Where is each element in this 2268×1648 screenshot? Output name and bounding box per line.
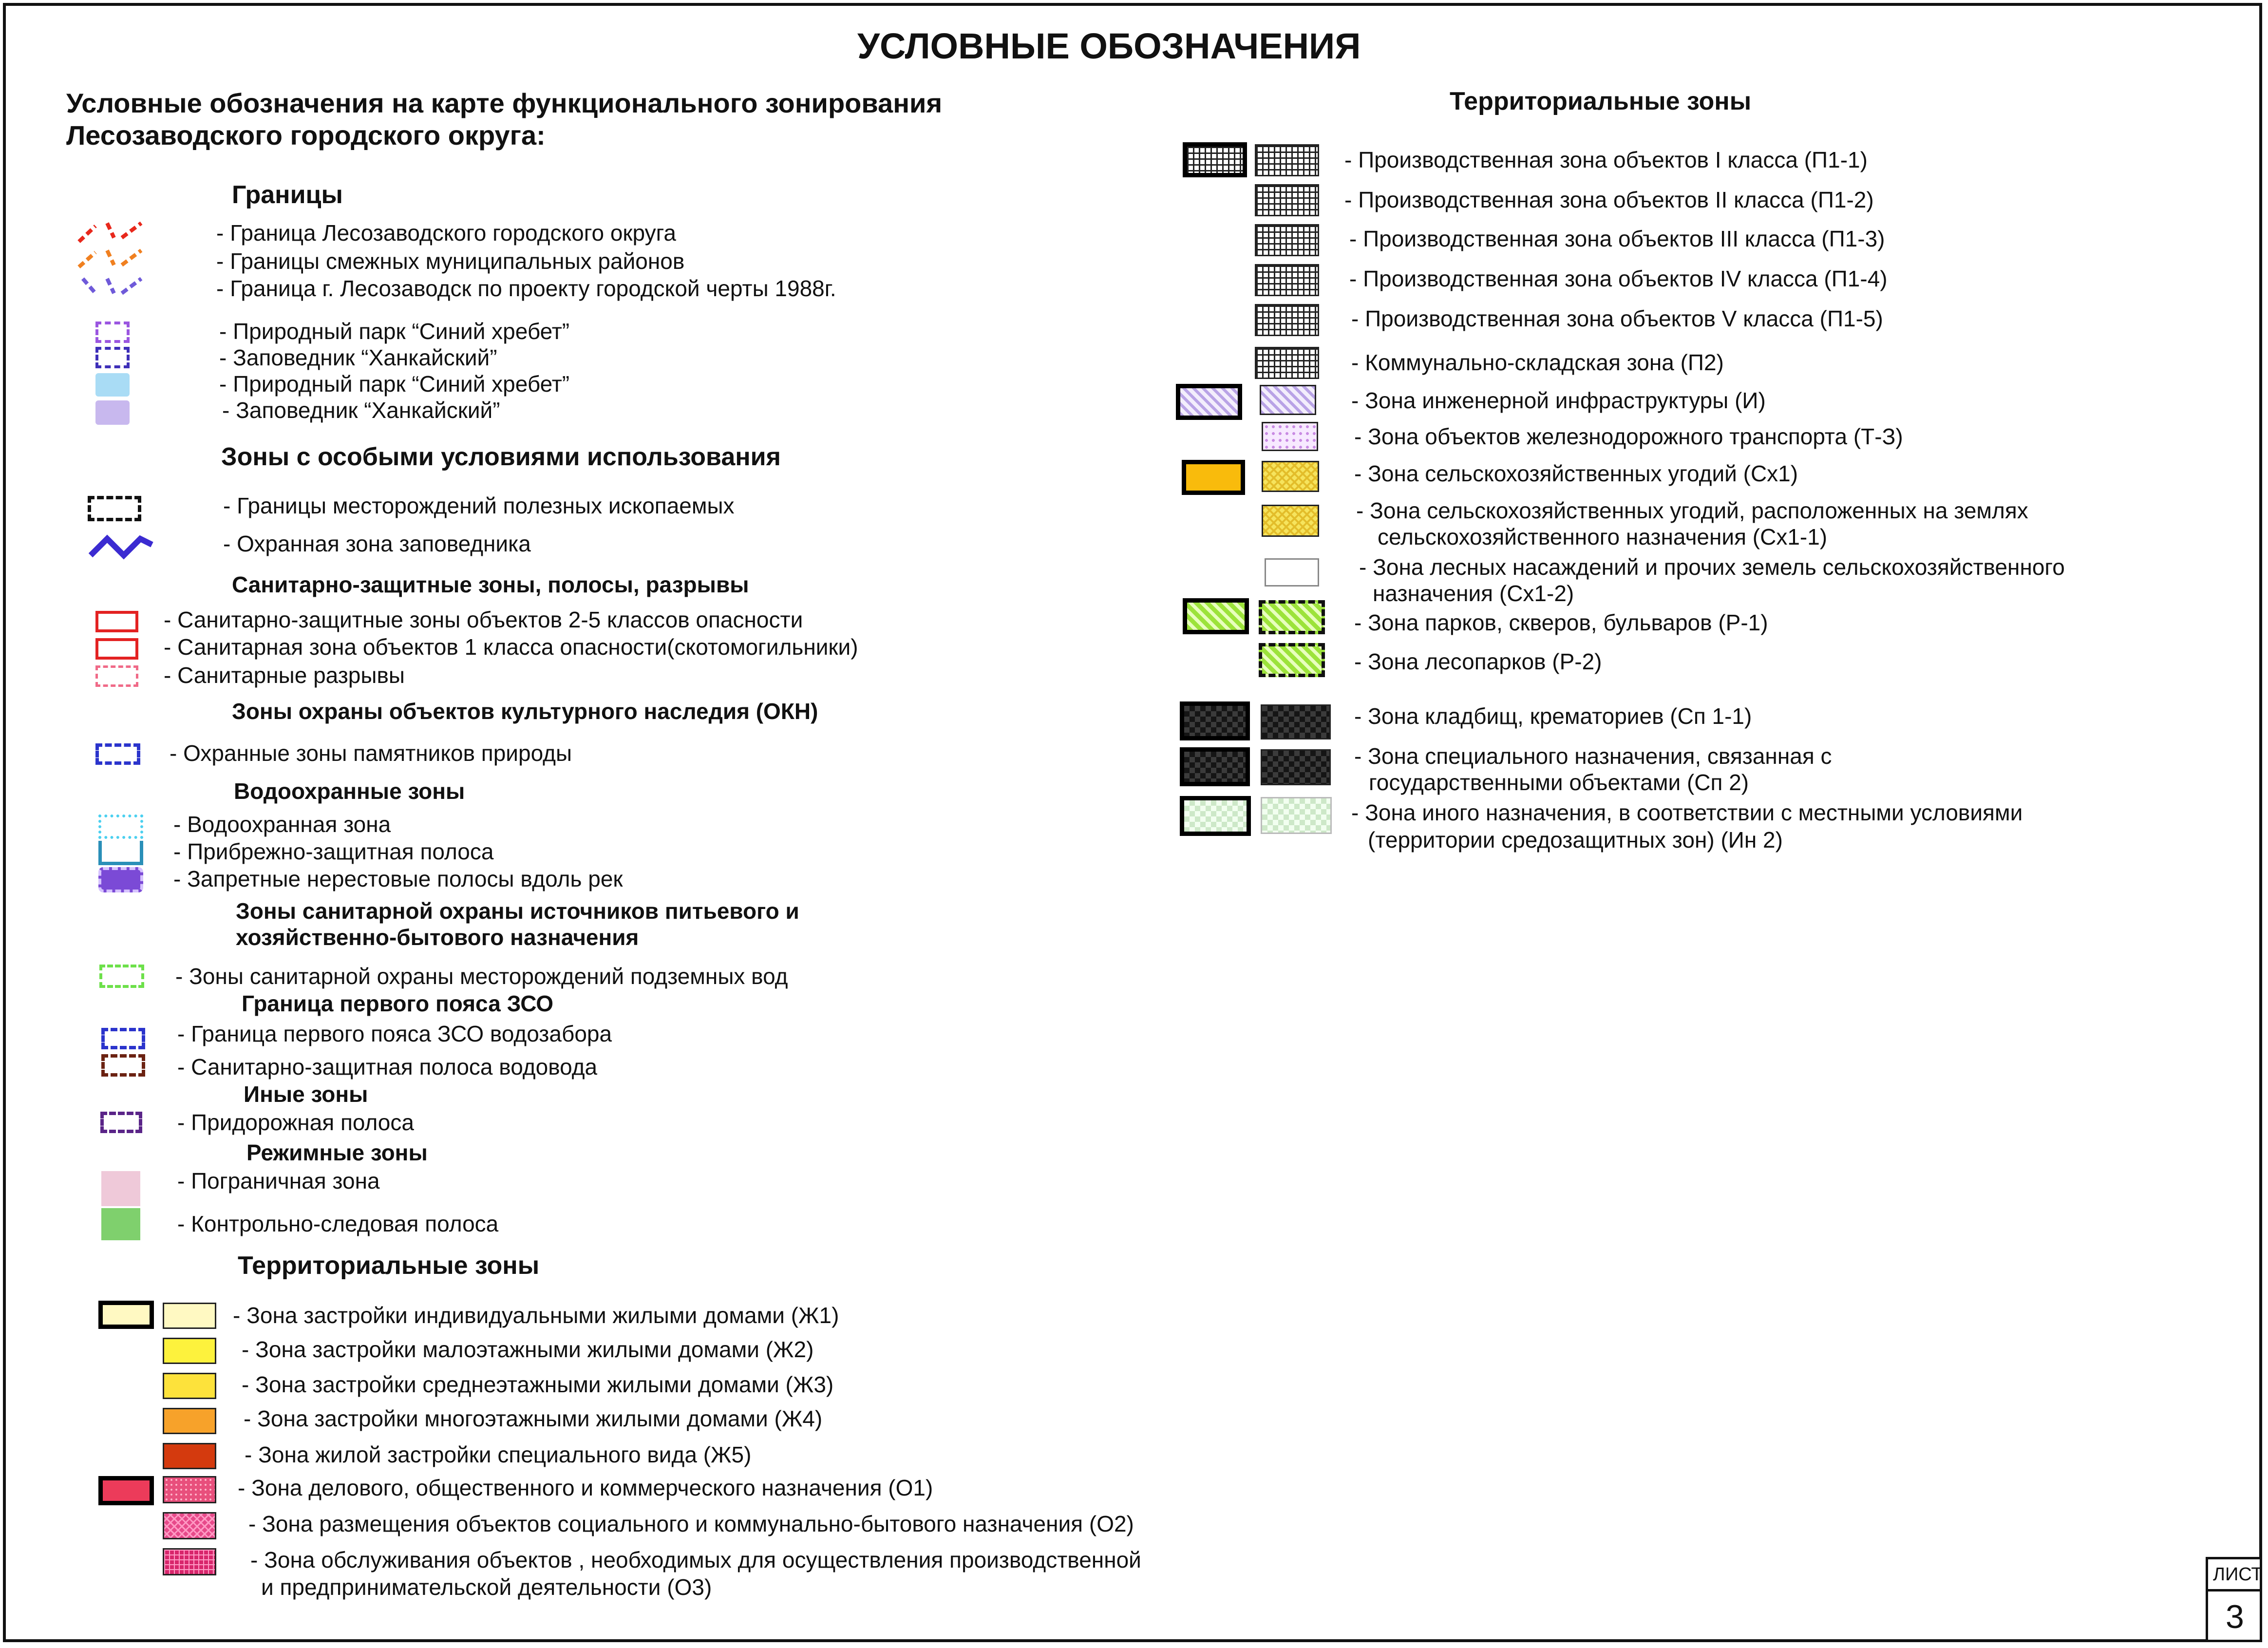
territorial-left-item-4: - Зона застройки многоэтажными жилыми домами (Ж4) [244,1406,823,1431]
other-item-1: - Придорожная полоса [177,1110,414,1135]
o1-outline-swatch [98,1476,154,1505]
p1-1-swatch [1255,144,1319,176]
territorial-right-item-1: - Производственная зона объектов I класса (П1-1) [1344,147,1868,172]
territorial-right-item-8: - Зона объектов железнодорожного транспорта (Т-З) [1354,424,1903,449]
okn-item-1: - Охранные зоны памятников природы [170,740,572,766]
zh1-outline-swatch [98,1301,154,1329]
territorial-right-item-14: - Зона парков, скверов, бульваров (Р-1) [1354,610,1768,635]
territorial-right-item-12: - Зона лесных насаждений и прочих земель сельскохозяйственного [1359,554,2065,580]
sx1-outline-swatch [1182,460,1245,495]
territorial-right-item-2: - Производственная зона объектов II класса (П1-2) [1344,187,1874,212]
territorial-left-item-7: - Зона размещения объектов социального и коммунально-бытового назначения (О2) [248,1511,1134,1536]
p1-5-swatch [1255,304,1319,336]
borders-heading: Границы [232,181,343,209]
subtitle-line-2: Лесозаводского городского округа: [66,120,546,151]
p2-swatch [1255,347,1319,379]
zso-heading: Граница первого пояса ЗСО [242,991,554,1016]
water-item-3: - Запретные нерестовые полосы вдоль рек [173,866,623,891]
sp1-1-swatch [1261,704,1331,739]
i-outline-swatch [1176,384,1242,420]
spawning-strip-icon [98,867,143,892]
zso-item-1: - Граница первого пояса ЗСО водозабора [177,1021,612,1046]
p1-1-outline-swatch [1183,142,1247,177]
drinking-item-1: - Зоны санитарной охраны месторождений подземных вод [175,964,788,989]
o1-swatch [163,1476,216,1503]
territorial-left-item-8: - Зона обслуживания объектов , необходимых для осуществления производственной [250,1547,1141,1572]
territorial-right-item-19: - Зона иного назначения, в соответствии с местными условиями [1351,800,2023,825]
p1-2-swatch [1255,184,1319,216]
sanitary-item-3: - Санитарные разрывы [164,663,405,688]
i-swatch [1260,385,1316,415]
special-zones-item-2: - Охранная зона заповедника [223,531,531,556]
reserve-area-icon [95,400,130,425]
reserve-icon [95,347,130,368]
water-protection-icon [98,815,143,839]
territorial-right-item-9: - Зона сельскохозяйственных угодий (Сх1) [1354,461,1798,486]
territorial-left-item-6: - Зона делового, общественного и коммерческого назначения (О1) [238,1475,933,1500]
sanitary-item-2: - Санитарная зона объектов 1 класса опасности(скотомогильники) [164,634,858,660]
zh3-swatch [163,1373,216,1399]
p1-4-swatch [1255,264,1319,296]
sp1-1-outline-swatch [1180,701,1250,740]
territorial-right-item-7: - Зона инженерной инфраструктуры (И) [1351,388,1766,413]
territorial-right-heading: Территориальные зоны [1450,87,1752,115]
sanitary-zone-icon [95,611,138,632]
territorial-right-item-17: - Зона специального назначения, связанная с [1354,743,1832,769]
territorial-left-item-2: - Зона застройки малоэтажными жилыми домами (Ж2) [242,1337,814,1362]
sheet-label: ЛИСТ [2213,1564,2263,1585]
zso-item-2: - Санитарно-защитная полоса водовода [177,1054,598,1080]
regime-heading: Режимные зоны [246,1140,428,1165]
territorial-right-item-16: - Зона кладбищ, крематориев (Сп 1-1) [1354,703,1752,729]
sheet-number-box [2206,1589,2262,1642]
district-border-icon [79,223,141,242]
sheet-number: 3 [2226,1598,2244,1635]
in2-swatch [1261,797,1332,834]
reserve-protection-icon [88,531,156,565]
territorial-right-item-4: - Производственная зона объектов IV класса (П1-4) [1349,266,1888,291]
water-item-2: - Прибрежно-защитная полоса [173,839,494,864]
territorial-left-item-5: - Зона жилой застройки специального вида (Ж5) [245,1442,752,1467]
territorial-right-item-11: сельскохозяйственного назначения (Сх1-1) [1378,524,1828,549]
roadside-strip-icon [100,1112,142,1133]
in2-outline-swatch [1180,796,1251,836]
zso-pipeline-icon [101,1054,145,1077]
sx1-1-swatch [1262,505,1319,537]
territorial-right-item-18: государственными объектами (Сп 2) [1369,770,1749,795]
sp2-outline-swatch [1180,747,1250,786]
territorial-right-item-20: (территории средозащитных зон) (Ин 2) [1368,827,1783,852]
sanitary-gap-icon [95,665,138,687]
special-zones-heading: Зоны с особыми условиями использования [221,443,781,471]
sx1-2-swatch [1265,558,1319,587]
sx1-swatch [1262,461,1319,492]
territorial-left-item-3: - Зона застройки среднеэтажными жилыми домами (Ж3) [242,1372,834,1397]
r1-swatch [1259,600,1325,634]
nature-monument-icon [95,743,140,765]
territorial-right-item-3: - Производственная зона объектов III класса (П1-3) [1349,226,1885,251]
okn-heading: Зоны охраны объектов культурного наследия (ОКН) [232,699,818,724]
r1-outline-swatch [1183,598,1249,634]
subtitle-line-1: Условные обозначения на карте функционального зонирования [66,88,943,118]
parks-item-1: - Природный парк “Синий хребет” [219,319,570,344]
borders-item-1: - Граница Лесозаводского городского округа [216,220,676,246]
special-zones-item-1: - Границы месторождений полезных ископаемых [223,493,735,518]
city-border-icon [83,279,141,293]
drinking-heading-line-2: хозяйственно-бытового назначения [236,925,639,950]
adjacent-border-icon [79,250,141,267]
sanitary-heading: Санитарно-защитные зоны, полосы, разрывы [232,572,749,597]
sp2-swatch [1261,749,1331,785]
borders-item-2: - Границы смежных муниципальных районов [216,248,685,274]
park-icon [95,322,130,343]
zh5-swatch [163,1443,216,1469]
territorial-right-item-15: - Зона лесопарков (Р-2) [1354,649,1602,674]
territorial-right-item-13: назначения (Сх1-2) [1373,581,1574,606]
parks-item-3: - Природный парк “Синий хребет” [219,371,570,397]
p1-3-swatch [1255,224,1319,256]
coastal-strip-icon [98,841,143,865]
territorial-right-item-10: - Зона сельскохозяйственных угодий, расположенных на землях [1356,498,2028,523]
borders-item-3: - Граница г. Лесозаводск по проекту городской черты 1988г. [216,276,836,301]
territorial-right-item-5: - Производственная зона объектов V класса (П1-5) [1351,306,1883,331]
other-heading: Иные зоны [244,1081,368,1107]
territorial-left-item-1: - Зона застройки индивидуальными жилыми домами (Ж1) [233,1303,839,1328]
territorial-left-heading: Территориальные зоны [238,1251,540,1280]
page-title: УСЛОВНЫЕ ОБОЗНАЧЕНИЯ [857,26,1361,66]
territorial-left-item-9: и предпринимательской деятельности (О3) [261,1574,712,1600]
border-zone-icon [101,1171,140,1206]
deposit-border-icon [88,496,141,521]
control-strip-icon [101,1208,140,1240]
water-heading: Водоохранные зоны [234,778,465,804]
borders-icons [73,218,156,301]
zh2-swatch [163,1338,216,1364]
drinking-heading-line-1: Зоны санитарной охраны источников питьевого и [236,898,799,924]
o2-swatch [163,1512,216,1539]
groundwater-zone-icon [99,965,144,988]
regime-item-2: - Контрольно-следовая полоса [177,1211,499,1236]
territorial-right-item-6: - Коммунально-складская зона (П2) [1351,350,1724,375]
sanitary-item-1: - Санитарно-защитные зоны объектов 2-5 классов опасности [164,607,803,632]
o3-swatch [163,1548,216,1575]
zh1-swatch [163,1303,216,1329]
zh4-swatch [163,1408,216,1434]
park-area-icon [95,373,130,397]
water-item-1: - Водоохранная зона [173,812,391,837]
zso-intake-icon [101,1028,145,1049]
regime-item-1: - Пограничная зона [177,1168,380,1193]
t3-swatch [1262,422,1318,451]
sheet-label-box [2206,1557,2262,1592]
sanitary-class1-icon [95,638,138,660]
r2-swatch [1259,643,1325,677]
parks-item-2: - Заповедник “Ханкайский” [219,345,497,370]
parks-item-4: - Заповедник “Ханкайский” [222,398,500,423]
